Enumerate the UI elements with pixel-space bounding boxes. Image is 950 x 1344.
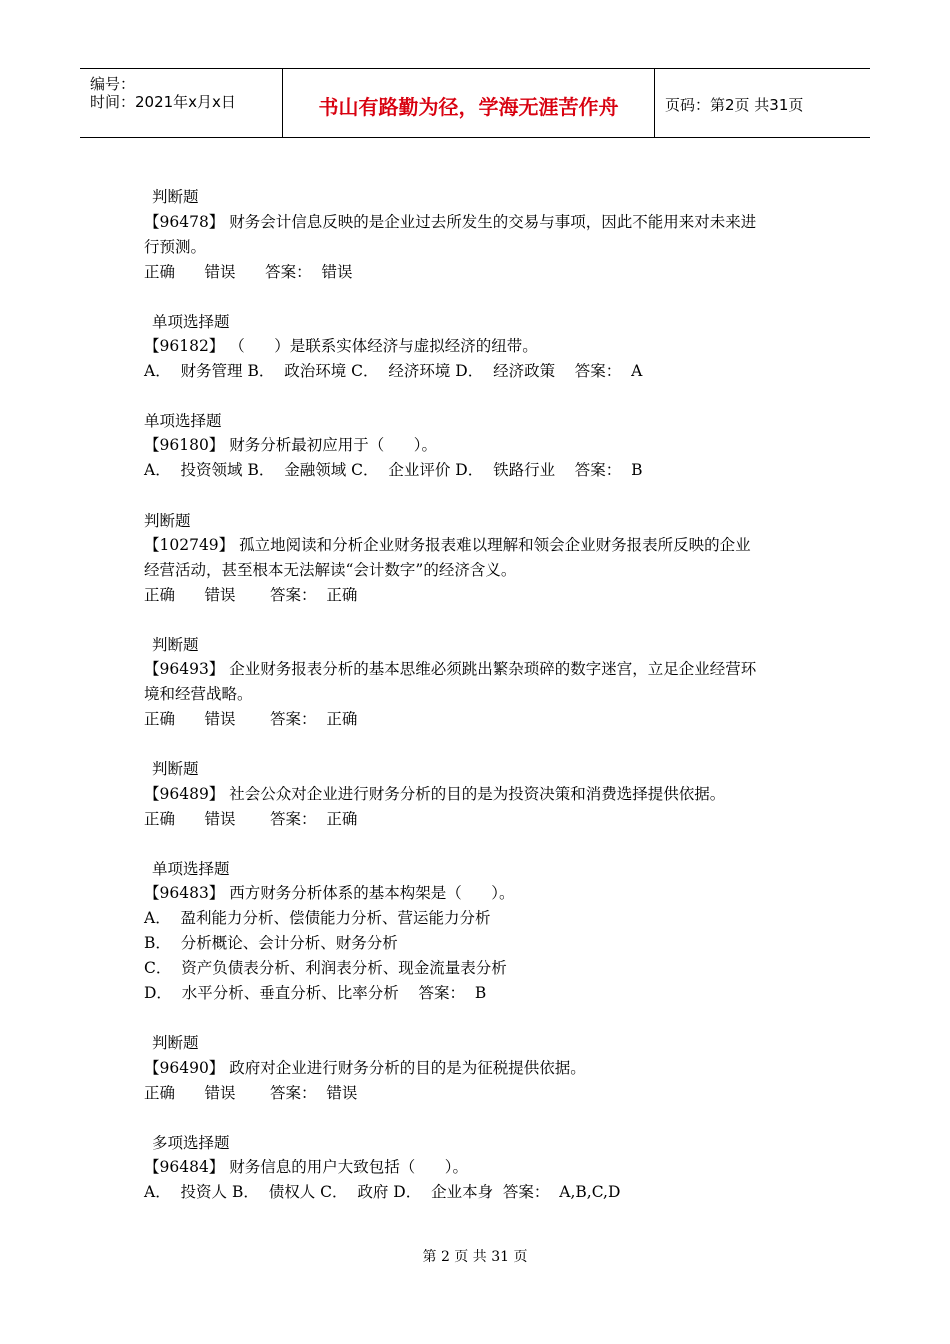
question-type: 单项选择题: [152, 860, 230, 878]
question-text: 境和经营战略。: [144, 685, 253, 703]
motto: 书山有路勤为径，学海无涯苦作舟: [318, 95, 619, 119]
question-text: 行预测。: [144, 238, 207, 256]
answer-line: 正确 错误 答案： 正确: [144, 586, 358, 604]
question-text: 【102749】 孤立地阅读和分析企业财务报表难以理解和领会企业财务报表所反映的企业: [144, 536, 751, 554]
question-text: 【96493】 企业财务报表分析的基本思维必须跳出繁杂琐碎的数字迷宫，立足企业经营环: [144, 660, 757, 678]
page-footer: 第 2 页 共 31 页: [422, 1249, 528, 1265]
page-header: [80, 68, 870, 138]
question-type: 判断题: [144, 512, 191, 530]
question-type: 判断题: [152, 1034, 199, 1052]
question-type: 判断题: [152, 636, 199, 654]
number-label: 编号：: [90, 75, 136, 93]
question-text: 【96182】 （ ）是联系实体经济与虚拟经济的纽带。: [144, 337, 538, 355]
answer-line: 正确 错误 答案： 错误: [144, 1084, 358, 1102]
answer-line: A． 投资人 B． 债权人 C． 政府 D． 企业本身 答案： A,B,C,D: [144, 1183, 621, 1201]
question-text: 经营活动，甚至根本无法解读“会计数字”的经济含义。: [144, 561, 517, 579]
question-text: 【96478】 财务会计信息反映的是企业过去所发生的交易与事项，因此不能用来对未来进: [144, 213, 757, 231]
option-line: B． 分析概论、会计分析、财务分析: [144, 934, 398, 952]
header-motto-cell: [283, 69, 655, 137]
question-type: 单项选择题: [152, 313, 230, 331]
answer-line: 正确 错误 答案： 正确: [144, 810, 358, 828]
time-label: 时间：2021年x月x日: [90, 93, 236, 111]
header-meta-cell: [80, 69, 283, 137]
question-text: 【96490】 政府对企业进行财务分析的目的是为征税提供依据。: [144, 1059, 586, 1077]
answer-line: D． 水平分析、垂直分析、比率分析 答案： B: [144, 984, 487, 1002]
question-type: 多项选择题: [152, 1134, 230, 1152]
question-type: 判断题: [152, 760, 199, 778]
page-info: 页码：第2页 共31页: [665, 96, 804, 114]
question-type: 判断题: [152, 188, 199, 206]
answer-line: A． 投资领域 B． 金融领域 C． 企业评价 D． 铁路行业 答案： B: [144, 461, 643, 479]
header-page-cell: [655, 69, 870, 137]
answer-line: 正确 错误 答案： 错误: [144, 263, 353, 281]
answer-line: 正确 错误 答案： 正确: [144, 710, 358, 728]
question-text: 【96483】 西方财务分析体系的基本构架是（ ）。: [144, 884, 515, 902]
question-type: 单项选择题: [144, 412, 222, 430]
question-text: 【96489】 社会公众对企业进行财务分析的目的是为投资决策和消费选择提供依据。: [144, 785, 726, 803]
question-text: 【96484】 财务信息的用户大致包括（ ）。: [144, 1158, 469, 1176]
option-line: A． 盈利能力分析、偿债能力分析、营运能力分析: [144, 909, 491, 927]
option-line: C． 资产负债表分析、利润表分析、现金流量表分析: [144, 959, 507, 977]
answer-line: A． 财务管理 B． 政治环境 C． 经济环境 D． 经济政策 答案： A: [144, 362, 643, 380]
question-text: 【96180】 财务分析最初应用于（ ）。: [144, 436, 438, 454]
